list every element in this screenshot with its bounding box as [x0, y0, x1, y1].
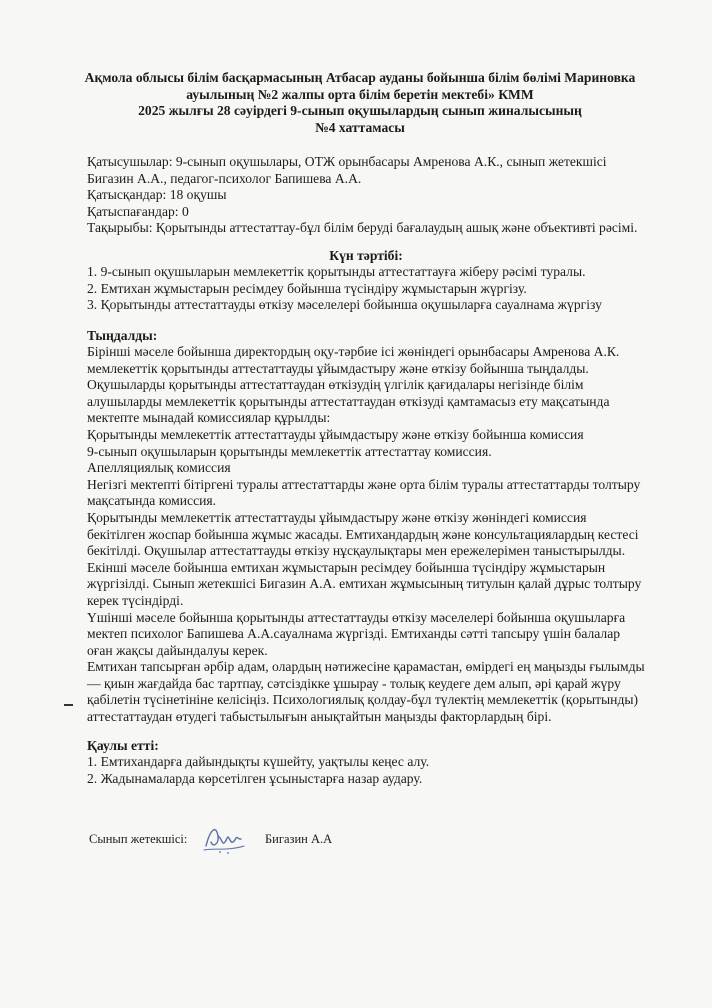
heard-line: аттестаттаудан өтудегі табыстылығын анықтайтын маңызды факторлардың бірі.: [87, 709, 552, 725]
heard-line: қабілетін түсінетініне келісіңіз. Психологиялық қолдау-бұл түлектің мемлекеттік (қорытынды): [87, 692, 639, 708]
header-line-1: Ақмола облысы білім басқармасының Атбасар ауданы бойынша білім бөлімі Мариновка: [84, 70, 636, 85]
heard-line: Негізгі мектепті бітіргені туралы аттестаттарды және орта білім туралы аттестаттарды толтыру: [87, 476, 641, 492]
decision-item: 1. Емтихандарға дайындықты күшейту, уақтылы кеңес алу.: [87, 754, 430, 769]
heard-line: мектепте мынадай комиссиялар құрылды:: [87, 410, 331, 426]
decision-title: Қаулы етті:: [87, 738, 159, 753]
agenda-item: 1. 9-сынып оқушыларын мемлекеттік қорытынды аттестаттауға жіберу рәсімі туралы.: [87, 264, 586, 279]
heard-line: — қиын жағдайда бас тартпау, сәтсіздікке ұшырау - толық кеудеге дем алып, әрі қарай жүру: [87, 675, 621, 691]
info-line: Қатысқандар: 18 оқушы: [87, 187, 227, 203]
heard-line: 9-сынып оқушыларын қорытынды мемлекеттік аттестаттау комиссия.: [87, 443, 492, 459]
scan-mark: [64, 704, 73, 706]
heard-line: Қорытынды мемлекеттік аттестаттауды ұйымдастыру және өткізу жөніндегі комиссия: [87, 509, 587, 525]
info-line: Қатысушылар: 9-сынып оқушылары, ОТЖ орынбасары Амренова А.К., сынып жетекшісі: [87, 154, 607, 169]
heard-line: керек түсіндірді.: [87, 592, 184, 608]
heard-line: мектеп психолог Бапишева А.А.сауалнама жүргізді. Емтиханды сәтті тапсыру үшін балалар: [87, 626, 621, 642]
participants-info: [87, 154, 687, 237]
header-line-2: ауылының №2 жалпы орта білім беретін мектебі» КММ: [186, 86, 534, 102]
heard-line: Үшінші мәселе бойынша қорытынды аттестаттауды өткізу мәселелері бойынша оқушыларға: [87, 609, 626, 625]
heard-line: бекітілген жоспар бойынша жұмыс жасады. Емтихандардың және консультациялардың кестесі: [87, 526, 639, 542]
decision-item: 2. Жадынамаларда көрсетілген ұсыныстарға назар аудару.: [87, 770, 423, 786]
handwritten-signature: [200, 820, 248, 856]
heard-line: Апелляциялық комиссия: [87, 460, 231, 476]
agenda-list: [87, 264, 687, 314]
heard-line: оған жақсы дайындалуы керек.: [87, 642, 268, 658]
topic-line: Тақырыбы: Қорытынды аттестаттау-бұл білім беруді бағалаудың ашық және объективті рәсімі.: [87, 220, 638, 236]
header-line-4: №4 хаттамасы: [315, 119, 405, 135]
agenda-title: Күн тәртібі:: [329, 248, 403, 263]
header-line-3: 2025 жылғы 28 сәуірдегі 9-сынып оқушылардың сынып жиналысының: [138, 103, 582, 118]
heard-line: жүргізілді. Сынып жетекшісі Бигазин А.А. емтихан жұмысының титулын қалай дұрыс толтыру: [87, 576, 642, 592]
decision-list: [87, 754, 687, 787]
heard-line: Екінші мәселе бойынша емтихан жұмыстарын ресімдеу бойынша түсіндіру жұмыстарын: [87, 559, 606, 575]
heard-line: алушыларды мемлекеттік қорытынды аттестаттаудан өткізуді қамтамасыз ету мақсатында: [87, 393, 610, 409]
heard-line: бекітілді. Оқушылар аттестаттауды өткізу нұсқаулықтары мен ережелерімен таныстырылды.: [87, 543, 626, 559]
document-header: [60, 70, 660, 136]
info-line: Бигазин А.А., педагог-психолог Бапишева А.А.: [87, 170, 362, 186]
signature-label: Сынып жетекшісі:: [89, 832, 188, 846]
info-line: Қатыспағандар: 0: [87, 203, 189, 219]
heard-title: Тыңдалды:: [87, 328, 158, 343]
agenda-item: 3. Қорытынды аттестаттауды өткізу мәселелері бойынша оқушыларға сауалнама жүргізу: [87, 297, 602, 313]
heard-line: мемлекеттік қорытынды аттестаттауды ұйымдастыру және өткізу бойынша тыңдалды.: [87, 360, 589, 376]
heard-line: Емтихан тапсырған әрбір адам, олардың нәтижесіне қарамастан, өмірдегі ең маңызды ғылымды: [87, 659, 645, 675]
heard-line: мақсатында комиссия.: [87, 493, 217, 509]
heard-line: Қорытынды мемлекеттік аттестаттауды ұйымдастыру және өткізу бойынша комиссия: [87, 426, 584, 442]
heard-line: Оқушыларды қорытынды аттестаттаудан өткізудің үлгілік қағидалары негізінде білім: [87, 377, 584, 393]
heard-section: [87, 344, 687, 726]
heard-line: Бірінші мәселе бойынша директордың оқу-тәрбие ісі жөніндегі орынбасары Амренова А.К.: [87, 344, 620, 359]
agenda-item: 2. Емтихан жұмыстарын ресімдеу бойынша түсіндіру жұмыстарын жүргізу.: [87, 280, 527, 296]
signature-name: Бигазин А.А: [265, 832, 333, 846]
